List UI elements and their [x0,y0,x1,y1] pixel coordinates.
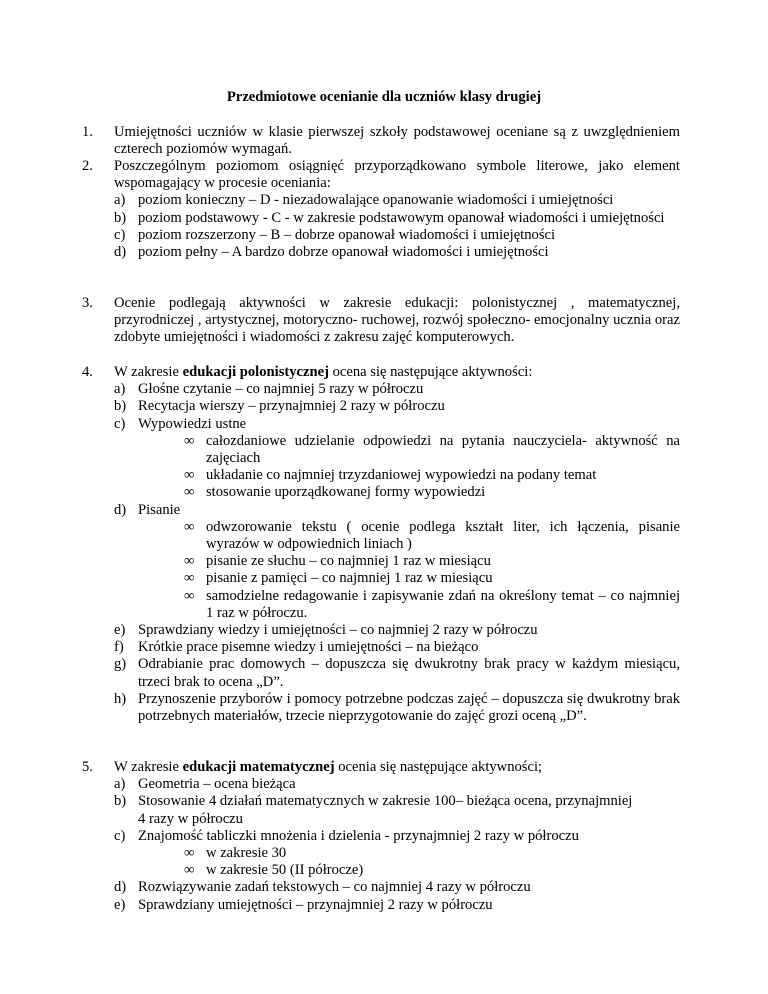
section-number: 4. [82,364,93,380]
list-item [114,226,680,244]
bullet-text: pisanie z pamięci – co najmniej 1 raz w miesiącu [206,570,493,587]
bullet-item [184,432,680,467]
item-letter: e) [114,622,126,639]
item-letter: c) [114,827,126,844]
section-3 [82,295,680,347]
infinity-bullet-icon: ∞ [184,432,195,449]
item-letter: g) [114,656,127,673]
list-item [114,244,680,261]
item-letter: h) [114,690,127,707]
item-text: Przynoszenie przyborów i pomocy potrzebne podczas zajęć – dopuszcza się dwukrotny brak potrzebnych materiałów, trzecie nieprzygotowanie do zajęć grozi oceną „D”. [138,690,680,725]
infinity-bullet-icon: ∞ [184,467,195,484]
list-item [114,639,680,656]
item-letter: f) [114,639,124,656]
item-letter: d) [114,244,127,261]
item-letter: a) [114,381,126,398]
item-text: Pisanie [138,501,181,518]
item-letter: e) [114,896,126,913]
item-text: Sprawdziany umiejętności – przynajmniej 2 razy w półroczu [138,896,493,913]
list-item [114,827,680,845]
section-text: Ocenie podlegają aktywności w zakresie edukacji: polonistycznej , matematycznej, przyrodniczej , artystycznej, motoryczno- ruchowej, rozwój społeczno- emocjonalny ucznia oraz zdobyte umiejętności i wiadomości z zakresu zajęć komputerowych. [114,295,680,346]
list-item [114,501,680,519]
list-item [114,209,680,227]
bullet-item [184,845,680,862]
list-item [114,381,680,398]
item-text: Sprawdziany wiedzy i umiejętności – co najmniej 2 razy w półroczu [138,622,538,639]
section-number: 1. [82,124,93,140]
infinity-bullet-icon: ∞ [184,570,195,587]
item-text: Recytacja wierszy – przynajmniej 2 razy w półroczu [138,398,445,415]
section-number: 2. [82,158,93,174]
item-letter: b) [114,398,127,415]
item-letter: c) [114,226,126,243]
bullet-item [184,587,680,622]
bullet-item [184,553,680,570]
item-letter: a) [114,776,126,793]
infinity-bullet-icon: ∞ [184,862,195,879]
bullet-text: stosowanie uporządkowanej formy wypowiedzi [206,484,486,501]
section-2 [82,158,680,261]
emphasis: edukacji polonistycznej [182,364,329,380]
bullet-text: w zakresie 50 (II półrocze) [206,862,364,879]
list-item [114,656,680,690]
item-text: Krótkie prace pisemne wiedzy i umiejętności – na bieżąco [138,639,479,656]
bullet-item [184,484,680,501]
section-number: 3. [82,295,93,311]
infinity-bullet-icon: ∞ [184,518,195,535]
item-letter: c) [114,415,126,432]
section-1 [82,124,680,158]
item-letter: b) [114,793,127,810]
list-item [114,879,680,896]
section-text: Umiejętności uczniów w klasie pierwszej szkoły podstawowej oceniane są z uwzględnieniem czterech poziomów wymagań. [114,124,680,158]
item-text: Znajomość tabliczki mnożenia i dzielenia - przynajmniej 2 razy w półroczu [138,827,579,844]
bullet-text: w zakresie 30 [206,845,287,862]
document-title: Przedmiotowe ocenianie dla uczniów klasy drugiej [226,89,542,105]
item-text: poziom podstawowy - C - w zakresie podstawowym opanował wiadomości i umiejętności [138,209,665,226]
item-letter: d) [114,501,127,518]
bullet-item [184,862,680,879]
list-item [114,690,680,725]
list-item [114,415,680,433]
item-letter: d) [114,879,127,896]
section-text: Poszczególnym poziomom osiągnięć przyporządkowano symbole literowe, jako element wspomagający w procesie oceniania: [114,158,680,192]
list-item [114,192,680,209]
section-4 [82,364,680,725]
item-text: poziom konieczny – D - niezadowalające opanowanie wiadomości i umiejętności [138,192,614,209]
list-item [114,793,680,827]
item-text: Geometria – ocena bieżąca [138,776,296,793]
item-text: Wypowiedzi ustne [138,415,247,432]
list-item [114,398,680,415]
bullet-text: układanie co najmniej trzyzdaniowej wypowiedzi na podany temat [206,467,597,484]
item-text: Odrabianie prac domowych – dopuszcza się dwukrotny brak pracy w każdym miesiącu, trzeci brak to ocena „D”. [138,656,680,690]
item-text: poziom rozszerzony – B – dobrze opanował wiadomości i umiejętności [138,226,556,243]
item-continuation: 4 razy w półroczu [138,810,243,827]
infinity-bullet-icon: ∞ [184,553,195,570]
item-text: poziom pełny – A bardzo dobrze opanował wiadomości i umiejętności [138,244,549,261]
item-letter: b) [114,209,127,226]
section-text: W zakresie edukacji matematycznej ocenia się następujące aktywności; [114,759,543,775]
section-5 [82,759,680,914]
item-text: Stosowanie 4 działań matematycznych w zakresie 100– bieżąca ocena, przynajmniej [138,793,633,810]
bullet-text: odwzorowanie tekstu ( ocenie podlega kształt liter, ich łączenia, pisanie wyrazów w odpowiednich liniach ) [206,518,680,553]
infinity-bullet-icon: ∞ [184,845,195,862]
section-number: 5. [82,759,93,775]
item-text: Głośne czytanie – co najmniej 5 razy w półroczu [138,381,424,398]
bullet-item [184,518,680,553]
infinity-bullet-icon: ∞ [184,587,195,604]
bullet-text: całozdaniowe udzielanie odpowiedzi na pytania nauczyciela- aktywność na zajęciach [206,432,680,467]
item-text: Rozwiązywanie zadań tekstowych – co najmniej 4 razy w półroczu [138,879,531,896]
bullet-text: samodzielne redagowanie i zapisywanie zdań na określony temat – co najmniej 1 raz w półroczu. [206,587,680,621]
emphasis: edukacji matematycznej [182,759,335,775]
section-text: W zakresie edukacji polonistycznej ocena się następujące aktywności: [114,364,533,380]
infinity-bullet-icon: ∞ [184,484,195,501]
bullet-item [184,467,680,484]
list-item [114,776,680,793]
bullet-text: pisanie ze słuchu – co najmniej 1 raz w miesiącu [206,553,491,570]
bullet-item [184,570,680,587]
item-letter: a) [114,192,126,209]
list-item [114,896,680,914]
list-item [114,622,680,639]
